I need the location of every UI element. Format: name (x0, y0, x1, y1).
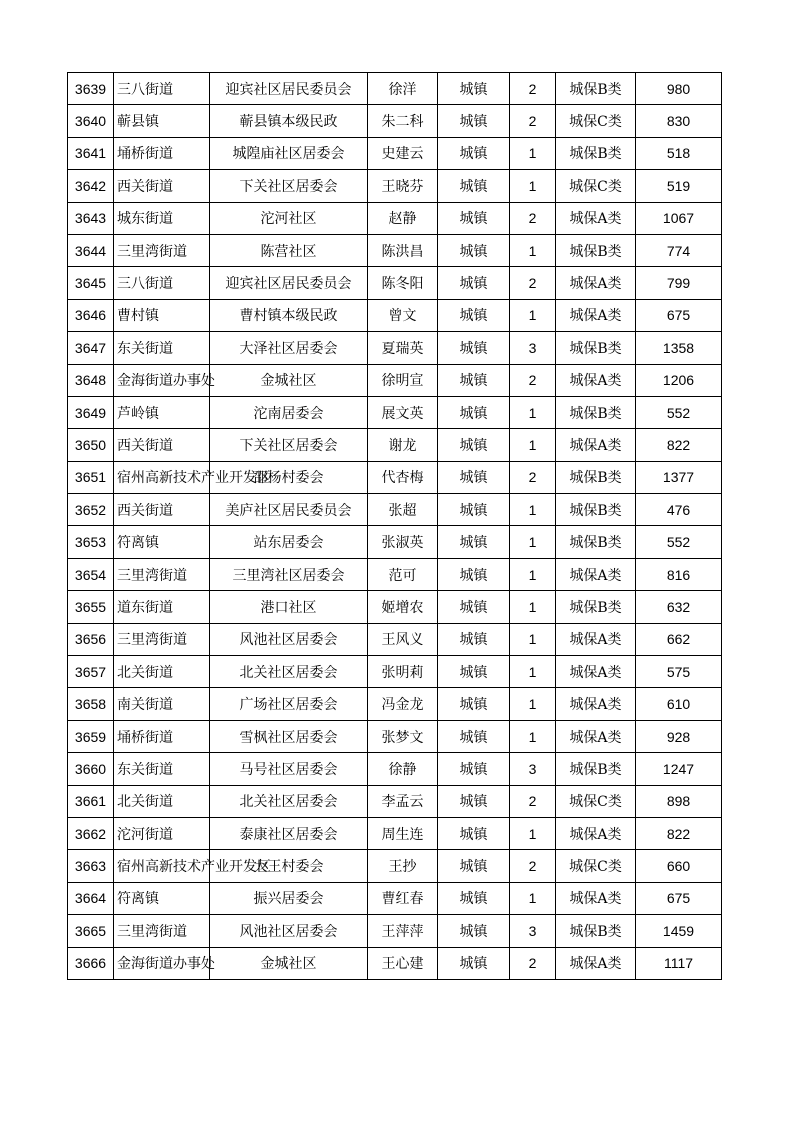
table-row (68, 73, 722, 105)
household-size-cell: 1 (510, 591, 556, 623)
amount-cell: 632 (636, 591, 722, 623)
insurance-category-cell: 城保A类 (556, 267, 636, 299)
household-size-cell: 1 (510, 299, 556, 331)
household-size-cell: 1 (510, 429, 556, 461)
roster-body (68, 73, 722, 980)
name-cell: 展文英 (368, 396, 438, 428)
street-cell: 三里湾街道 (114, 915, 210, 947)
insurance-category-cell: 城保C类 (556, 785, 636, 817)
community-cell: 港口社区 (210, 591, 368, 623)
name-cell: 曾文 (368, 299, 438, 331)
record-number-cell: 3666 (68, 947, 114, 979)
insurance-category-cell: 城保A类 (556, 688, 636, 720)
community-cell: 迎宾社区居民委员会 (210, 73, 368, 105)
insurance-category-cell: 城保A类 (556, 429, 636, 461)
area-type-cell: 城镇 (438, 623, 510, 655)
insurance-category-cell: 城保A类 (556, 720, 636, 752)
record-number-cell: 3651 (68, 461, 114, 493)
amount-cell: 822 (636, 817, 722, 849)
amount-cell: 518 (636, 137, 722, 169)
record-number-cell: 3649 (68, 396, 114, 428)
record-number-cell: 3661 (68, 785, 114, 817)
name-cell: 史建云 (368, 137, 438, 169)
name-cell: 曹红春 (368, 882, 438, 914)
street-cell: 三八街道 (114, 267, 210, 299)
street-cell: 西关街道 (114, 170, 210, 202)
amount-cell: 552 (636, 526, 722, 558)
insurance-category-cell: 城保A类 (556, 558, 636, 590)
table-row (68, 494, 722, 526)
table-row (68, 623, 722, 655)
household-size-cell: 1 (510, 526, 556, 558)
table-row (68, 656, 722, 688)
street-cell: 宿州高新技术产业开发区 (114, 850, 210, 882)
table-row (68, 429, 722, 461)
insurance-category-cell: 城保A类 (556, 299, 636, 331)
area-type-cell: 城镇 (438, 915, 510, 947)
roster-table (67, 72, 722, 980)
table-row (68, 170, 722, 202)
name-cell: 冯金龙 (368, 688, 438, 720)
name-cell: 夏瑞英 (368, 332, 438, 364)
area-type-cell: 城镇 (438, 73, 510, 105)
record-number-cell: 3656 (68, 623, 114, 655)
household-size-cell: 2 (510, 364, 556, 396)
household-size-cell: 1 (510, 494, 556, 526)
community-cell: 风池社区居委会 (210, 915, 368, 947)
household-size-cell: 2 (510, 267, 556, 299)
area-type-cell: 城镇 (438, 591, 510, 623)
community-cell: 下关社区居委会 (210, 429, 368, 461)
household-size-cell: 3 (510, 332, 556, 364)
amount-cell: 830 (636, 105, 722, 137)
record-number-cell: 3655 (68, 591, 114, 623)
insurance-category-cell: 城保B类 (556, 915, 636, 947)
area-type-cell: 城镇 (438, 785, 510, 817)
insurance-category-cell: 城保C类 (556, 170, 636, 202)
name-cell: 范可 (368, 558, 438, 590)
name-cell: 陈冬阳 (368, 267, 438, 299)
name-cell: 张明莉 (368, 656, 438, 688)
household-size-cell: 2 (510, 73, 556, 105)
name-cell: 徐洋 (368, 73, 438, 105)
area-type-cell: 城镇 (438, 753, 510, 785)
name-cell: 徐静 (368, 753, 438, 785)
name-cell: 赵静 (368, 202, 438, 234)
name-cell: 王抄 (368, 850, 438, 882)
record-number-cell: 3663 (68, 850, 114, 882)
record-number-cell: 3639 (68, 73, 114, 105)
table-row (68, 267, 722, 299)
insurance-category-cell: 城保B类 (556, 73, 636, 105)
record-number-cell: 3640 (68, 105, 114, 137)
insurance-category-cell: 城保A类 (556, 364, 636, 396)
area-type-cell: 城镇 (438, 720, 510, 752)
amount-cell: 1117 (636, 947, 722, 979)
community-cell: 蕲县镇本级民政 (210, 105, 368, 137)
record-number-cell: 3645 (68, 267, 114, 299)
community-cell: 振兴居委会 (210, 882, 368, 914)
community-cell: 城隍庙社区居委会 (210, 137, 368, 169)
area-type-cell: 城镇 (438, 299, 510, 331)
amount-cell: 675 (636, 882, 722, 914)
household-size-cell: 1 (510, 720, 556, 752)
table-row (68, 947, 722, 979)
record-number-cell: 3650 (68, 429, 114, 461)
area-type-cell: 城镇 (438, 850, 510, 882)
table-row (68, 396, 722, 428)
amount-cell: 928 (636, 720, 722, 752)
insurance-category-cell: 城保B类 (556, 396, 636, 428)
household-size-cell: 3 (510, 915, 556, 947)
insurance-category-cell: 城保B类 (556, 332, 636, 364)
street-cell: 金海街道办事处 (114, 364, 210, 396)
insurance-category-cell: 城保B类 (556, 753, 636, 785)
record-number-cell: 3659 (68, 720, 114, 752)
amount-cell: 1247 (636, 753, 722, 785)
name-cell: 王心建 (368, 947, 438, 979)
street-cell: 宿州高新技术产业开发区 (114, 461, 210, 493)
amount-cell: 660 (636, 850, 722, 882)
area-type-cell: 城镇 (438, 170, 510, 202)
area-type-cell: 城镇 (438, 234, 510, 266)
street-cell: 西关街道 (114, 429, 210, 461)
record-number-cell: 3644 (68, 234, 114, 266)
table-row (68, 785, 722, 817)
area-type-cell: 城镇 (438, 494, 510, 526)
insurance-category-cell: 城保A类 (556, 882, 636, 914)
table-row (68, 299, 722, 331)
street-cell: 西关街道 (114, 494, 210, 526)
household-size-cell: 1 (510, 817, 556, 849)
community-cell: 美庐社区居民委员会 (210, 494, 368, 526)
area-type-cell: 城镇 (438, 688, 510, 720)
household-size-cell: 1 (510, 656, 556, 688)
table-row (68, 461, 722, 493)
name-cell: 姬增农 (368, 591, 438, 623)
amount-cell: 675 (636, 299, 722, 331)
table-row (68, 137, 722, 169)
name-cell: 张梦文 (368, 720, 438, 752)
record-number-cell: 3664 (68, 882, 114, 914)
community-cell: 金城社区 (210, 364, 368, 396)
table-row (68, 332, 722, 364)
household-size-cell: 1 (510, 170, 556, 202)
household-size-cell: 1 (510, 137, 556, 169)
insurance-category-cell: 城保B类 (556, 234, 636, 266)
name-cell: 王萍萍 (368, 915, 438, 947)
street-cell: 埇桥街道 (114, 720, 210, 752)
street-cell: 北关街道 (114, 785, 210, 817)
area-type-cell: 城镇 (438, 882, 510, 914)
community-cell: 站东居委会 (210, 526, 368, 558)
amount-cell: 898 (636, 785, 722, 817)
household-size-cell: 1 (510, 558, 556, 590)
table-row (68, 105, 722, 137)
area-type-cell: 城镇 (438, 817, 510, 849)
table-row (68, 202, 722, 234)
record-number-cell: 3658 (68, 688, 114, 720)
area-type-cell: 城镇 (438, 267, 510, 299)
community-cell: 曹村镇本级民政 (210, 299, 368, 331)
insurance-category-cell: 城保B类 (556, 137, 636, 169)
amount-cell: 519 (636, 170, 722, 202)
table-row (68, 688, 722, 720)
community-cell: 三里湾社区居委会 (210, 558, 368, 590)
table-row (68, 817, 722, 849)
street-cell: 南关街道 (114, 688, 210, 720)
street-cell: 三里湾街道 (114, 623, 210, 655)
amount-cell: 1067 (636, 202, 722, 234)
household-size-cell: 1 (510, 234, 556, 266)
street-cell: 北关街道 (114, 656, 210, 688)
amount-cell: 799 (636, 267, 722, 299)
amount-cell: 822 (636, 429, 722, 461)
record-number-cell: 3660 (68, 753, 114, 785)
household-size-cell: 1 (510, 882, 556, 914)
household-size-cell: 2 (510, 947, 556, 979)
record-number-cell: 3653 (68, 526, 114, 558)
name-cell: 朱二科 (368, 105, 438, 137)
street-cell: 三八街道 (114, 73, 210, 105)
name-cell: 李孟云 (368, 785, 438, 817)
community-cell: 大王村委会 (210, 850, 368, 882)
street-cell: 埇桥街道 (114, 137, 210, 169)
street-cell: 城东街道 (114, 202, 210, 234)
amount-cell: 476 (636, 494, 722, 526)
amount-cell: 980 (636, 73, 722, 105)
record-number-cell: 3654 (68, 558, 114, 590)
insurance-category-cell: 城保A类 (556, 656, 636, 688)
amount-cell: 774 (636, 234, 722, 266)
street-cell: 芦岭镇 (114, 396, 210, 428)
community-cell: 陈营社区 (210, 234, 368, 266)
area-type-cell: 城镇 (438, 429, 510, 461)
table-row (68, 850, 722, 882)
record-number-cell: 3665 (68, 915, 114, 947)
amount-cell: 816 (636, 558, 722, 590)
record-number-cell: 3643 (68, 202, 114, 234)
record-number-cell: 3662 (68, 817, 114, 849)
household-size-cell: 2 (510, 850, 556, 882)
record-number-cell: 3657 (68, 656, 114, 688)
community-cell: 风池社区居委会 (210, 623, 368, 655)
household-size-cell: 2 (510, 105, 556, 137)
insurance-category-cell: 城保A类 (556, 623, 636, 655)
household-size-cell: 3 (510, 753, 556, 785)
record-number-cell: 3646 (68, 299, 114, 331)
amount-cell: 662 (636, 623, 722, 655)
community-cell: 沱河社区 (210, 202, 368, 234)
community-cell: 迎宾社区居民委员会 (210, 267, 368, 299)
street-cell: 东关街道 (114, 332, 210, 364)
community-cell: 北关社区居委会 (210, 656, 368, 688)
amount-cell: 1206 (636, 364, 722, 396)
community-cell: 雪枫社区居委会 (210, 720, 368, 752)
household-size-cell: 2 (510, 785, 556, 817)
area-type-cell: 城镇 (438, 364, 510, 396)
street-cell: 曹村镇 (114, 299, 210, 331)
table-row (68, 720, 722, 752)
insurance-category-cell: 城保B类 (556, 526, 636, 558)
street-cell: 东关街道 (114, 753, 210, 785)
street-cell: 蕲县镇 (114, 105, 210, 137)
street-cell: 金海街道办事处 (114, 947, 210, 979)
household-size-cell: 1 (510, 688, 556, 720)
household-size-cell: 2 (510, 202, 556, 234)
name-cell: 张淑英 (368, 526, 438, 558)
name-cell: 王晓芬 (368, 170, 438, 202)
table-row (68, 882, 722, 914)
area-type-cell: 城镇 (438, 656, 510, 688)
amount-cell: 575 (636, 656, 722, 688)
community-cell: 下关社区居委会 (210, 170, 368, 202)
amount-cell: 552 (636, 396, 722, 428)
record-number-cell: 3652 (68, 494, 114, 526)
record-number-cell: 3642 (68, 170, 114, 202)
area-type-cell: 城镇 (438, 137, 510, 169)
insurance-category-cell: 城保C类 (556, 850, 636, 882)
insurance-category-cell: 城保A类 (556, 817, 636, 849)
area-type-cell: 城镇 (438, 461, 510, 493)
area-type-cell: 城镇 (438, 105, 510, 137)
street-cell: 三里湾街道 (114, 558, 210, 590)
area-type-cell: 城镇 (438, 202, 510, 234)
insurance-category-cell: 城保B类 (556, 591, 636, 623)
name-cell: 谢龙 (368, 429, 438, 461)
name-cell: 王风义 (368, 623, 438, 655)
street-cell: 符离镇 (114, 526, 210, 558)
amount-cell: 1459 (636, 915, 722, 947)
area-type-cell: 城镇 (438, 396, 510, 428)
area-type-cell: 城镇 (438, 526, 510, 558)
community-cell: 广场社区居委会 (210, 688, 368, 720)
amount-cell: 1358 (636, 332, 722, 364)
street-cell: 道东街道 (114, 591, 210, 623)
insurance-category-cell: 城保A类 (556, 202, 636, 234)
street-cell: 三里湾街道 (114, 234, 210, 266)
table-row (68, 558, 722, 590)
area-type-cell: 城镇 (438, 332, 510, 364)
insurance-category-cell: 城保B类 (556, 461, 636, 493)
area-type-cell: 城镇 (438, 947, 510, 979)
community-cell: 大泽社区居委会 (210, 332, 368, 364)
household-size-cell: 1 (510, 396, 556, 428)
name-cell: 陈洪昌 (368, 234, 438, 266)
table-row (68, 364, 722, 396)
community-cell: 泰康社区居委会 (210, 817, 368, 849)
table-row (68, 526, 722, 558)
table-row (68, 234, 722, 266)
community-cell: 马号社区居委会 (210, 753, 368, 785)
table-row (68, 915, 722, 947)
area-type-cell: 城镇 (438, 558, 510, 590)
name-cell: 徐明宣 (368, 364, 438, 396)
amount-cell: 1377 (636, 461, 722, 493)
name-cell: 张超 (368, 494, 438, 526)
amount-cell: 610 (636, 688, 722, 720)
record-number-cell: 3648 (68, 364, 114, 396)
household-size-cell: 1 (510, 623, 556, 655)
name-cell: 周生连 (368, 817, 438, 849)
record-number-cell: 3647 (68, 332, 114, 364)
record-number-cell: 3641 (68, 137, 114, 169)
community-cell: 邵杨村委会 (210, 461, 368, 493)
community-cell: 北关社区居委会 (210, 785, 368, 817)
insurance-category-cell: 城保C类 (556, 105, 636, 137)
insurance-category-cell: 城保A类 (556, 947, 636, 979)
table-row (68, 591, 722, 623)
name-cell: 代杏梅 (368, 461, 438, 493)
street-cell: 沱河街道 (114, 817, 210, 849)
street-cell: 符离镇 (114, 882, 210, 914)
community-cell: 金城社区 (210, 947, 368, 979)
community-cell: 沱南居委会 (210, 396, 368, 428)
insurance-category-cell: 城保B类 (556, 494, 636, 526)
household-size-cell: 2 (510, 461, 556, 493)
table-row (68, 753, 722, 785)
